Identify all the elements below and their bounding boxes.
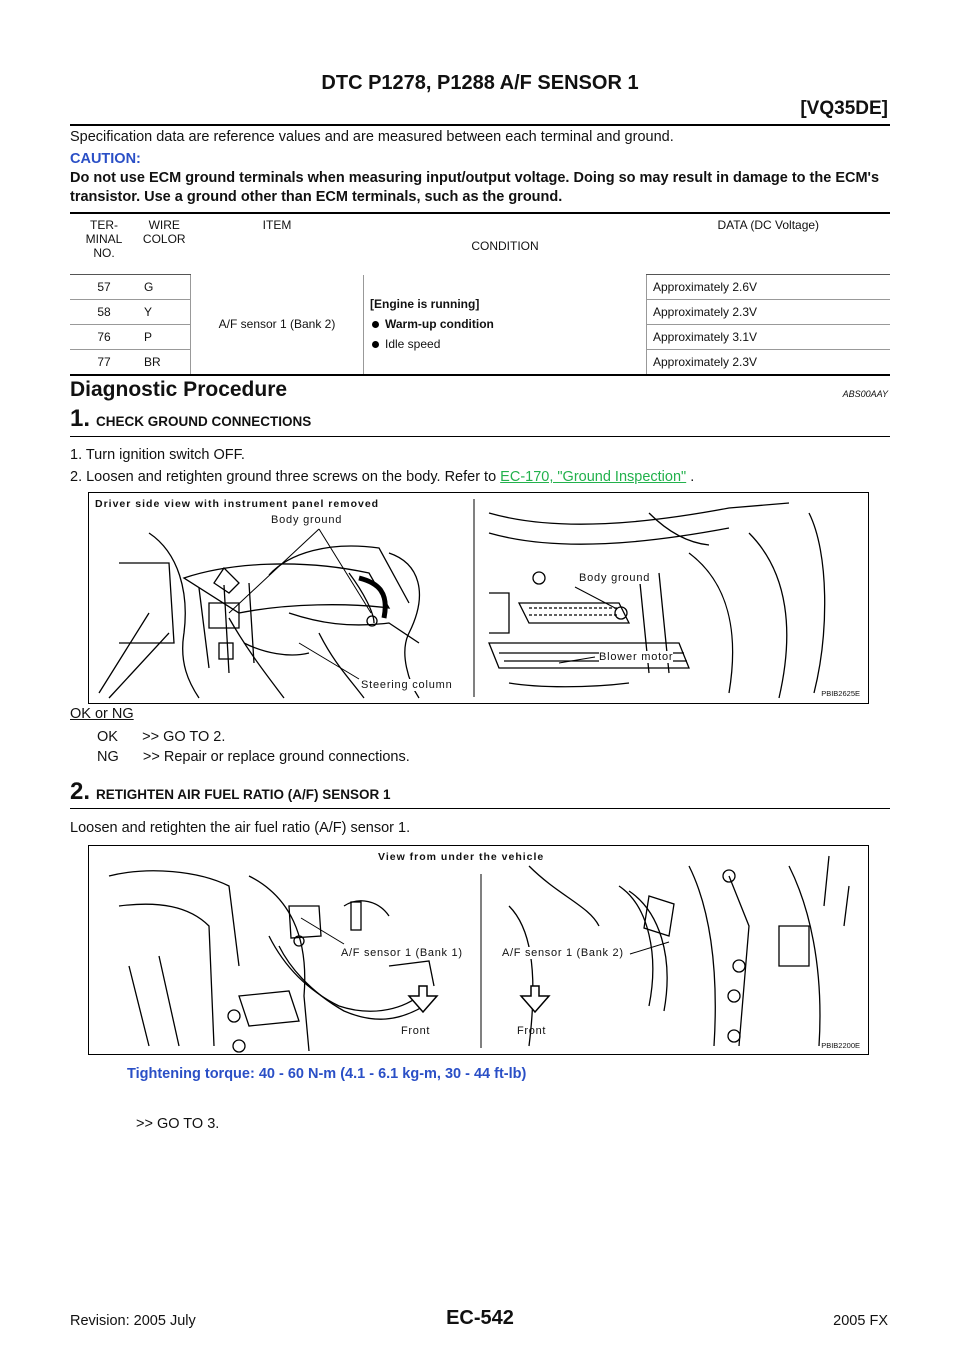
wire-cell: P (138, 325, 191, 350)
data-cell: Approximately 2.3V (647, 350, 891, 376)
section-title: Diagnostic Procedure (70, 378, 288, 401)
instruction-text: 2. Loosen and retighten ground three screws on the body. Refer to (70, 469, 501, 485)
intro-text: Specification data are reference values and are measured between each terminal and ground. (70, 129, 674, 145)
terminal-cell: 76 (70, 325, 138, 350)
page-number: EC-542 (446, 1307, 514, 1329)
af-sensor-figure (88, 845, 869, 1055)
ground-location-figure (88, 492, 869, 704)
wire-cell: BR (138, 350, 191, 376)
bank1-label: A/F sensor 1 (Bank 1) (341, 947, 463, 959)
ng-result: NG >> Repair or replace ground connections. (97, 749, 410, 765)
step-1-heading (70, 405, 311, 433)
data-cell: Approximately 2.6V (647, 275, 891, 300)
bullet-icon (372, 341, 379, 348)
terminal-spec-table (70, 212, 890, 376)
step-divider (70, 436, 890, 437)
step-number: 1. (70, 405, 91, 432)
engine-model: [VQ35DE] (800, 98, 888, 119)
ground-inspection-link[interactable]: EC-170, "Ground Inspection" (500, 469, 687, 485)
table-row (70, 275, 890, 300)
page-title: DTC P1278, P1288 A/F SENSOR 1 (321, 72, 639, 94)
figure-caption: Driver side view with instrument panel removed (95, 498, 380, 510)
condition-bullet (370, 337, 640, 351)
header-data: DATA (DC Voltage) (647, 213, 891, 275)
front-label: Front (517, 1025, 547, 1037)
vehicle-model: 2005 FX (833, 1313, 888, 1329)
step-number: 2. (70, 778, 91, 805)
terminal-cell: 58 (70, 300, 138, 325)
step-1-instruction: 1. Turn ignition switch OFF. (70, 447, 245, 463)
item-cell: A/F sensor 1 (Bank 2) (191, 275, 364, 376)
figure-code: PBIB2200E (821, 1041, 860, 1050)
blower-motor-label: Blower motor (599, 651, 674, 663)
body-ground-label: Body ground (271, 514, 343, 526)
terminal-cell: 77 (70, 350, 138, 376)
goto-step-3: >> GO TO 3. (136, 1116, 220, 1132)
front-arrow-icon (409, 986, 437, 1012)
condition-heading: [Engine is running] (370, 297, 480, 312)
header-item: ITEM (262, 218, 292, 232)
wire-cell: Y (138, 300, 191, 325)
caution-text: Do not use ECM ground terminals when measuring input/output voltage. Doing so may result in damage to the ECM's transistor. Use a ground other than ECM terminals, such as the ground. (70, 170, 880, 205)
condition-bullet-text: Idle speed (385, 337, 441, 352)
figure-caption: View from under the vehicle (378, 851, 545, 863)
step-title: CHECK GROUND CONNECTIONS (96, 414, 312, 429)
header-terminal: TER- MINAL NO. (70, 213, 138, 275)
header-condition: CONDITION (471, 239, 539, 254)
front-label: Front (401, 1025, 431, 1037)
wire-cell: G (138, 275, 191, 300)
step-2-instruction: Loosen and retighten the air fuel ratio (A/F) sensor 1. (70, 820, 411, 836)
header-divider (70, 124, 890, 126)
bank2-label: A/F sensor 1 (Bank 2) (502, 947, 624, 959)
figure-code: PBIB2625E (821, 689, 860, 698)
condition-bullet (370, 317, 640, 331)
section-code: ABS00AAY (842, 389, 888, 399)
terminal-cell: 57 (70, 275, 138, 300)
steering-column-label: Steering column (361, 679, 453, 691)
step-title: RETIGHTEN AIR FUEL RATIO (A/F) SENSOR 1 (96, 787, 391, 802)
af-sensor-illustration (89, 846, 868, 1054)
table-header-row (70, 213, 890, 275)
ok-ng-label: OK or NG (70, 706, 134, 722)
instruction-text: . (686, 469, 695, 485)
condition-bullet-text: Warm-up condition (385, 317, 494, 332)
ground-location-illustration (89, 493, 868, 703)
step-2-heading (70, 778, 391, 806)
step-1-instruction (70, 469, 694, 485)
data-cell: Approximately 3.1V (647, 325, 891, 350)
tightening-torque: Tightening torque: 40 - 60 N-m (4.1 - 6.1 kg-m, 30 - 44 ft-lb) (127, 1066, 527, 1082)
data-cell: Approximately 2.3V (647, 300, 891, 325)
front-arrow-icon (521, 986, 549, 1012)
caution-label: CAUTION: (70, 151, 141, 167)
header-wire-color: WIRE COLOR (138, 213, 191, 275)
body-ground-label: Body ground (579, 572, 651, 584)
ok-result: OK >> GO TO 2. (97, 729, 226, 745)
step-divider (70, 808, 890, 809)
revision-date: Revision: 2005 July (70, 1313, 196, 1329)
bullet-icon (372, 321, 379, 328)
condition-cell (364, 275, 647, 376)
